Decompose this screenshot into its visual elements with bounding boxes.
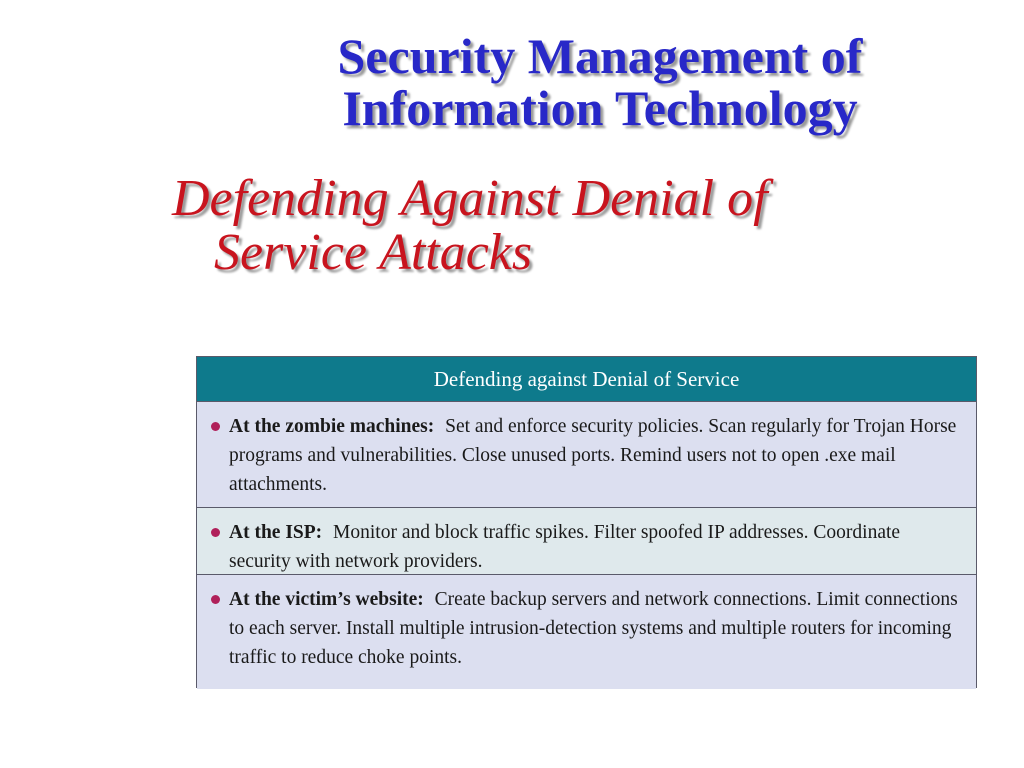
- row-label: At the victim’s website:: [229, 589, 424, 610]
- bullet-icon: [211, 422, 220, 431]
- bullet-icon: [211, 528, 220, 537]
- bullet-icon: [211, 595, 220, 604]
- defense-row-victim: [197, 574, 976, 689]
- slide-subtitle-line-1: Defending Against Denial of: [172, 170, 768, 227]
- row-text: Create backup servers and network connections. Limit connections to each server. Install multiple intrusion-detection systems and multiple routers for incoming traffic to reduce choke points.: [229, 589, 958, 668]
- defense-row-zombie: [197, 402, 976, 507]
- panel-header: Defending against Denial of Service: [197, 357, 976, 402]
- slide-title-line-1: Security Management of: [337, 28, 863, 84]
- slide-title: [250, 30, 950, 134]
- row-label: At the zombie machines:: [229, 416, 435, 437]
- row-text: Monitor and block traffic spikes. Filter spoofed IP addresses. Coordinate security with network providers.: [229, 522, 901, 572]
- slide-title-line-2: Information Technology: [342, 80, 858, 136]
- row-text: Set and enforce security policies. Scan regularly for Trojan Horse programs and vulnerabilities. Close unused ports. Remind users not to open .exe mail attachments.: [229, 416, 957, 495]
- defense-row-isp: [197, 507, 976, 574]
- row-label: At the ISP:: [229, 522, 323, 543]
- defense-panel: [196, 356, 977, 688]
- slide-subtitle: [172, 172, 932, 280]
- slide-subtitle-line-2: Service Attacks: [214, 224, 533, 281]
